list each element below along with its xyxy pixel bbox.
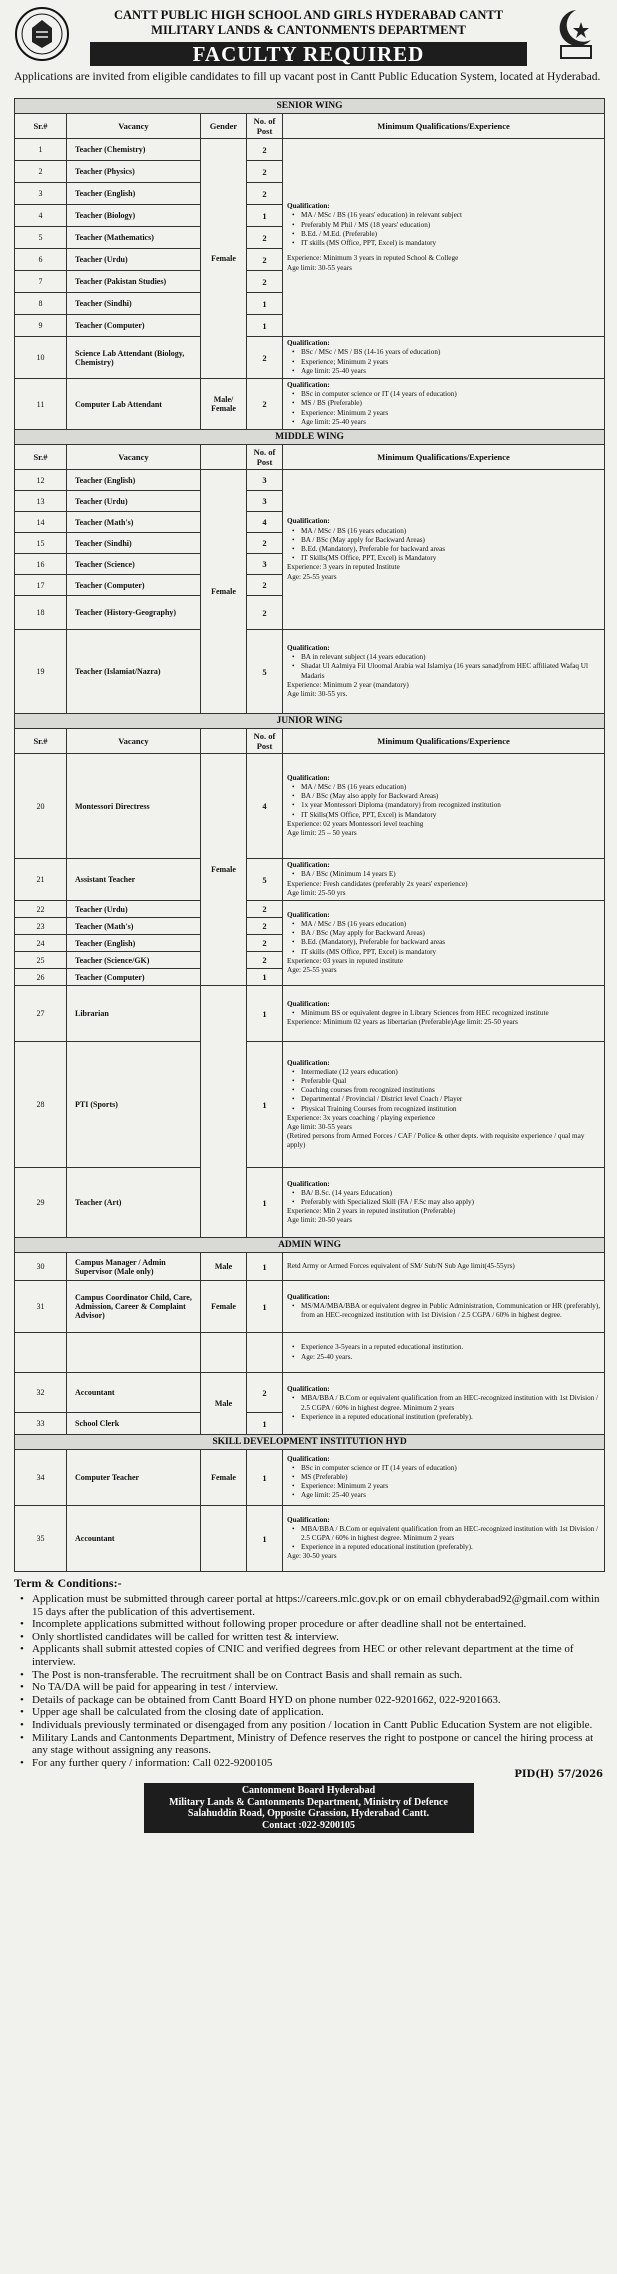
vacancy-title: Assistant Teacher bbox=[67, 859, 201, 901]
qualification-item: • B.Ed. (Mandatory), Preferable for backward areas bbox=[287, 938, 600, 947]
qualification-cell bbox=[283, 630, 605, 714]
qualification-heading: Qualification: bbox=[287, 381, 330, 389]
experience-text: Experience: Minimum 02 years as libertarian (Preferable)Age limit: 25-50 years bbox=[287, 1018, 518, 1027]
qualification-item: • Departmental / Provincial / District level Coach / Player bbox=[287, 1095, 600, 1104]
table-row-sr: 6 bbox=[15, 249, 67, 271]
post-count: 3 bbox=[247, 491, 283, 512]
qualification-cell bbox=[283, 1506, 605, 1572]
gender-cell: Male/ Female bbox=[201, 379, 247, 430]
qualification-item: • BSc / MSc / MS / BS (14-16 years of education) bbox=[287, 348, 600, 357]
table-row-sr: 19 bbox=[15, 630, 67, 714]
term-item: • Applicants shall submit attested copies of CNIC and verified degrees from HEC or other relevant department at the time of interview. bbox=[14, 1643, 603, 1668]
qualification-item: • B.Ed. (Mandatory), Preferable for backward areas bbox=[287, 545, 600, 554]
term-item: • For any further query / information: Call 022-9200105 bbox=[14, 1757, 603, 1770]
vacancy-title: PTI (Sports) bbox=[67, 1042, 201, 1168]
qualification-cell bbox=[283, 1168, 605, 1238]
post-count: 2 bbox=[247, 918, 283, 935]
col-sr: Sr.# bbox=[15, 114, 67, 139]
vacancy-title: School Clerk bbox=[67, 1413, 201, 1435]
qualification-item: • Experience in a reputed educational institution (preferably). bbox=[287, 1413, 600, 1422]
post-count: 1 bbox=[247, 1168, 283, 1238]
qualification-item: • BSc in computer science or IT (14 years of education) bbox=[287, 390, 600, 399]
col-vacancy: Vacancy bbox=[67, 114, 201, 139]
col-qualification: Minimum Qualifications/Experience bbox=[283, 729, 605, 754]
qualification-cell: Retd Army or Armed Forces equivalent of SM/ Sub/N Sub Age limit(45-55yrs) bbox=[283, 1253, 605, 1281]
term-item: • Application must be submitted through career portal at https://careers.mlc.gov.pk or on email cbhyderabad92@gmail.com within 15 days after the publication of this advertisement. bbox=[14, 1593, 603, 1618]
col-sr: Sr.# bbox=[15, 729, 67, 754]
middle-wing-heading: MIDDLE WING bbox=[15, 430, 605, 445]
experience-text: Experience: 02 years Montessori level teaching bbox=[287, 819, 424, 828]
age-limit-text: Age: 30-50 years bbox=[287, 1552, 337, 1561]
qualification-item: • BA/ B.Sc. (14 years Education) bbox=[287, 1189, 600, 1198]
col-vacancy: Vacancy bbox=[67, 445, 201, 470]
qualification-item: • Experience: Minimum 2 years bbox=[287, 409, 600, 418]
qualification-cell bbox=[283, 1281, 605, 1333]
blank-cell bbox=[247, 1333, 283, 1373]
post-count: 1 bbox=[247, 205, 283, 227]
post-count: 4 bbox=[247, 512, 283, 533]
age-limit-text: Age: 25-55 years bbox=[287, 572, 337, 581]
qualification-cell bbox=[283, 337, 605, 379]
qualification-heading: Qualification: bbox=[287, 910, 330, 919]
table-row-sr: 29 bbox=[15, 1168, 67, 1238]
col-sr: Sr.# bbox=[15, 445, 67, 470]
vacancy-title: Teacher (Sindhi) bbox=[67, 533, 201, 554]
post-count: 1 bbox=[247, 1281, 283, 1333]
post-count: 2 bbox=[247, 935, 283, 952]
gender-cell: Female bbox=[201, 754, 247, 986]
post-count: 2 bbox=[247, 901, 283, 918]
post-count: 1 bbox=[247, 1253, 283, 1281]
vacancy-title: Teacher (Biology) bbox=[67, 205, 201, 227]
post-count: 2 bbox=[247, 533, 283, 554]
qualification-item: • Age limit: 25-40 years bbox=[287, 1491, 600, 1500]
term-item: • Upper age shall be calculated from the closing date of application. bbox=[14, 1706, 603, 1719]
gender-cell: Female bbox=[201, 1450, 247, 1506]
qualification-item: • MA / MSc / BS (16 years education) bbox=[287, 920, 600, 929]
vacancy-title: Teacher (Mathematics) bbox=[67, 227, 201, 249]
table-row-sr: 35 bbox=[15, 1506, 67, 1572]
post-count: 2 bbox=[247, 139, 283, 161]
vacancy-title: Montessori Directress bbox=[67, 754, 201, 859]
vacancy-title: Teacher (Urdu) bbox=[67, 901, 201, 918]
vacancy-title: Teacher (Science/GK) bbox=[67, 952, 201, 969]
post-count: 1 bbox=[247, 1450, 283, 1506]
qualification-item: • IT Skills(MS Office, PPT, Excel) is Mandatory bbox=[287, 811, 600, 820]
post-count: 1 bbox=[247, 1506, 283, 1572]
vacancy-title: Teacher (Physics) bbox=[67, 161, 201, 183]
qualification-item: • Age: 25-40 years. bbox=[287, 1353, 600, 1362]
vacancy-table bbox=[14, 98, 605, 1572]
vacancy-title: Teacher (Sindhi) bbox=[67, 293, 201, 315]
qualification-item: • MS (Preferable) bbox=[287, 1473, 600, 1482]
qualification-heading: Qualification: bbox=[287, 517, 330, 526]
age-limit-text: Age limit: 30-55 yrs. bbox=[287, 689, 348, 698]
table-row-sr: 28 bbox=[15, 1042, 67, 1168]
experience-text: Experience: 3x years coaching / playing experience bbox=[287, 1113, 436, 1122]
vacancy-title: Teacher (Math's) bbox=[67, 512, 201, 533]
age-limit-text: Age limit: 25-50 yrs bbox=[287, 888, 346, 897]
vacancy-title: Teacher (Science) bbox=[67, 554, 201, 575]
post-count: 2 bbox=[247, 227, 283, 249]
qualification-heading: Qualification: bbox=[287, 1058, 330, 1067]
vacancy-title: Teacher (Islamiat/Nazra) bbox=[67, 630, 201, 714]
qualification-item: • 1x year Montessori Diploma (mandatory) from recognized institution bbox=[287, 801, 600, 810]
table-row-sr: 2 bbox=[15, 161, 67, 183]
qualification-item: • BA / BSc (May apply for Backward Areas) bbox=[287, 536, 600, 545]
table-row-sr: 24 bbox=[15, 935, 67, 952]
intro-text: Applications are invited from eligible candidates to fill up vacant post in Cantt Public Education System, located at Hyderabad. bbox=[14, 71, 601, 83]
table-row-sr: 10 bbox=[15, 337, 67, 379]
vacancy-title: Teacher (Urdu) bbox=[67, 491, 201, 512]
qualification-item: • Minimum BS or equivalent degree in Library Sciences from HEC recognized institute bbox=[287, 1009, 600, 1018]
age-limit-text: Age limit: 25 – 50 years bbox=[287, 829, 357, 838]
col-posts: No. of Post bbox=[247, 445, 283, 470]
col-gender-empty bbox=[201, 445, 247, 470]
senior-wing-heading: SENIOR WING bbox=[15, 99, 605, 114]
qualification-item: • BA / BSc (May apply for Backward Areas) bbox=[287, 929, 600, 938]
vacancy-title: Teacher (English) bbox=[67, 935, 201, 952]
table-row-sr: 26 bbox=[15, 969, 67, 986]
table-row-sr: 21 bbox=[15, 859, 67, 901]
qualification-item: • IT skills (MS Office, PPT, Excel) is mandatory bbox=[287, 948, 600, 957]
qualification-item: • Coaching courses from recognized institutions bbox=[287, 1086, 600, 1095]
table-row-sr: 5 bbox=[15, 227, 67, 249]
post-count: 3 bbox=[247, 470, 283, 491]
term-item: • No TA/DA will be paid for appearing in test / interview. bbox=[14, 1681, 603, 1694]
qualification-item: • Experience: Minimum 2 years bbox=[287, 1482, 600, 1491]
post-count: 5 bbox=[247, 630, 283, 714]
col-qualification: Minimum Qualifications/Experience bbox=[283, 445, 605, 470]
table-row-sr: 9 bbox=[15, 315, 67, 337]
table-row-sr: 17 bbox=[15, 575, 67, 596]
blank-cell bbox=[67, 1333, 201, 1373]
table-row-sr: 23 bbox=[15, 918, 67, 935]
vacancy-title: Campus Coordinator Child, Care, Admission, Career & Complaint Advisor) bbox=[67, 1281, 201, 1333]
post-count: 1 bbox=[247, 293, 283, 315]
qualification-cell bbox=[283, 986, 605, 1042]
experience-text: Experience: Min 2 years in reputed institution (Preferable) bbox=[287, 1207, 456, 1216]
footer-contact-block bbox=[144, 1783, 474, 1833]
qualification-item: • Preferably with Specialized Skill (FA / F.Sc may also apply) bbox=[287, 1198, 600, 1207]
footer-line-1: Cantonment Board Hyderabad bbox=[241, 1785, 376, 1797]
post-count: 1 bbox=[247, 1413, 283, 1435]
header bbox=[0, 0, 617, 98]
age-limit-text: Age limit: 30-55 years bbox=[287, 1122, 352, 1131]
post-count: 1 bbox=[247, 1042, 283, 1168]
age-limit-text: Age limit: 20-50 years bbox=[287, 1216, 352, 1225]
qualification-item: • Shadat Ul Aalmiya Fil Uloomal Arabia wal Islamiya (16 years sanad)from HEC affiliated Wafaq Ul Madaris bbox=[287, 662, 600, 680]
post-count: 2 bbox=[247, 596, 283, 630]
header-line-2: MILITARY LANDS & CANTONMENTS DEPARTMENT bbox=[151, 23, 466, 37]
qualification-item: • Age limit: 25-40 years bbox=[287, 367, 600, 376]
qualification-item: • Experience 3-5years in a reputed educational institution. bbox=[287, 1343, 600, 1352]
qualification-item: • Preferable Qual bbox=[287, 1077, 600, 1086]
table-row-sr: 16 bbox=[15, 554, 67, 575]
skill-wing-heading: SKILL DEVELOPMENT INSTITUTION HYD bbox=[15, 1435, 605, 1450]
pid-number: PID(H) 57/2026 bbox=[514, 1769, 603, 1781]
table-row-sr: 30 bbox=[15, 1253, 67, 1281]
post-count: 1 bbox=[247, 986, 283, 1042]
header-line-1: CANTT PUBLIC HIGH SCHOOL AND GIRLS HYDERABAD CANTT bbox=[113, 8, 504, 22]
admin-wing-heading: ADMIN WING bbox=[15, 1238, 605, 1253]
qualification-item: • IT Skills(MS Office, PPT, Excel) is Mandatory bbox=[287, 554, 600, 563]
vacancy-title: Science Lab Attendant (Biology, Chemistry) bbox=[67, 337, 201, 379]
gender-cell: Female bbox=[201, 470, 247, 714]
term-item: • Only shortlisted candidates will be called for written test & interview. bbox=[14, 1631, 603, 1644]
age-limit-text: Age limit: 30-55 years bbox=[287, 263, 352, 272]
post-count: 2 bbox=[247, 249, 283, 271]
post-count: 2 bbox=[247, 337, 283, 379]
qualification-item: • Physical Training Courses from recognized institution bbox=[287, 1105, 600, 1114]
vacancy-title: Teacher (Computer) bbox=[67, 575, 201, 596]
qualification-item: • BA / BSc (May also apply for Backward Areas) bbox=[287, 792, 600, 801]
post-count: 2 bbox=[247, 952, 283, 969]
qualification-heading: Qualification: bbox=[287, 1515, 330, 1524]
table-row-sr: 33 bbox=[15, 1413, 67, 1435]
table-row-sr: 12 bbox=[15, 470, 67, 491]
qualification-heading: Qualification: bbox=[287, 643, 330, 652]
table-row-sr: 22 bbox=[15, 901, 67, 918]
gender-cell: Female bbox=[201, 139, 247, 379]
qualification-heading: Qualification: bbox=[287, 861, 330, 870]
post-count: 2 bbox=[247, 1373, 283, 1413]
qualification-cell bbox=[283, 1333, 605, 1373]
table-row-sr: 34 bbox=[15, 1450, 67, 1506]
vacancy-title: Teacher (Urdu) bbox=[67, 249, 201, 271]
qualification-heading: Qualification: bbox=[287, 202, 330, 211]
gender-cell-empty bbox=[201, 986, 247, 1238]
vacancy-title: Teacher (Art) bbox=[67, 1168, 201, 1238]
table-row-sr: 27 bbox=[15, 986, 67, 1042]
qualification-cell bbox=[283, 139, 605, 337]
terms-title: Term & Conditions:- bbox=[14, 1576, 122, 1591]
table-row-sr: 8 bbox=[15, 293, 67, 315]
vacancy-title: Librarian bbox=[67, 986, 201, 1042]
vacancy-title: Accountant bbox=[67, 1373, 201, 1413]
vacancy-title: Teacher (History-Geography) bbox=[67, 596, 201, 630]
term-item: • Military Lands and Cantonments Department, Ministry of Defence reserves the right to postpone or cancel the hiring process at any stage without assigning any reasons. bbox=[14, 1732, 603, 1757]
table-row-sr: 1 bbox=[15, 139, 67, 161]
qualification-item: • MBA/BBA / B.Com or equivalent qualification from an HEC-recognized institution with 1st Division / 2.5 CGPA / 60% in highest degree. Minimum 2 years bbox=[287, 1394, 600, 1412]
vacancy-title: Accountant bbox=[67, 1506, 201, 1572]
post-count: 1 bbox=[247, 315, 283, 337]
note-text: (Retired persons from Armed Forces / CAF / Police & other depts. with requisite experience / qual may apply) bbox=[287, 1132, 585, 1150]
qualification-item: • Age limit: 25-40 years bbox=[287, 418, 600, 427]
qualification-item: • MBA/BBA / B.Com or equivalent qualification from an HEC-recognized institution with 1st Division / 2.5 CGPA / 60% in highest degree. Minimum 2 years bbox=[287, 1525, 600, 1543]
vacancy-title: Campus Manager / Admin Supervisor (Male only) bbox=[67, 1253, 201, 1281]
blank-cell bbox=[201, 1333, 247, 1373]
qualification-item: • Preferably M Phil / MS (18 years' education) bbox=[287, 221, 600, 230]
qualification-item: • MS/MA/MBA/BBA or equivalent degree in Public Administration, Communication or HR (preferably), from an HEC-recognized institution with 1st Division / 2.5 CGPA / 60% in highest degree. bbox=[287, 1302, 600, 1320]
post-count: 2 bbox=[247, 183, 283, 205]
vacancy-title: Computer Teacher bbox=[67, 1450, 201, 1506]
vacancy-title: Teacher (English) bbox=[67, 183, 201, 205]
qualification-heading: Qualification: bbox=[287, 1292, 330, 1301]
qualification-item: • MS / BS (Preferable) bbox=[287, 399, 600, 408]
qualification-item: • B.Ed. / M.Ed. (Preferable) bbox=[287, 230, 600, 239]
qualification-cell bbox=[283, 470, 605, 630]
vacancy-title: Teacher (Computer) bbox=[67, 315, 201, 337]
col-vacancy: Vacancy bbox=[67, 729, 201, 754]
post-count: 2 bbox=[247, 379, 283, 430]
qualification-heading: Qualification: bbox=[287, 1385, 330, 1394]
col-gender-empty bbox=[201, 729, 247, 754]
table-row-sr: 20 bbox=[15, 754, 67, 859]
col-posts: No. of Post bbox=[247, 114, 283, 139]
terms-section bbox=[14, 1576, 603, 1769]
qualification-heading: Qualification: bbox=[287, 773, 330, 782]
qualification-item: • Experience; Minimum 2 years bbox=[287, 358, 600, 367]
age-limit-text: Age: 25-55 years bbox=[287, 966, 337, 975]
post-count: 2 bbox=[247, 161, 283, 183]
term-item: • Incomplete applications submitted without following proper procedure or after deadline shall not be entertained. bbox=[14, 1618, 603, 1631]
experience-text: Experience: 03 years in reputed institute bbox=[287, 956, 403, 965]
post-count: 3 bbox=[247, 554, 283, 575]
experience-text: Experience: Fresh candidates (preferably 2x years' experience) bbox=[287, 879, 468, 888]
table-row-sr: 11 bbox=[15, 379, 67, 430]
table-row-sr: 4 bbox=[15, 205, 67, 227]
qualification-item: • IT skills (MS Office, PPT, Excel) is mandatory bbox=[287, 239, 600, 248]
post-count: 5 bbox=[247, 859, 283, 901]
col-posts: No. of Post bbox=[247, 729, 283, 754]
qualification-cell bbox=[283, 1042, 605, 1168]
faculty-required-banner: FACULTY REQUIRED bbox=[90, 42, 527, 66]
post-count: 2 bbox=[247, 575, 283, 596]
vacancy-title: Teacher (English) bbox=[67, 470, 201, 491]
gender-cell: Male bbox=[201, 1373, 247, 1435]
qualification-cell bbox=[283, 901, 605, 986]
qualification-heading: Qualification: bbox=[287, 1454, 330, 1463]
qualification-item: • Experience in a reputed educational institution (preferably). bbox=[287, 1543, 600, 1552]
footer-line-4: Contact :022-9200105 bbox=[261, 1819, 356, 1831]
vacancy-title: Teacher (Pakistan Studies) bbox=[67, 271, 201, 293]
qualification-cell bbox=[283, 1373, 605, 1435]
term-item: • Individuals previously terminated or disengaged from any position / location in Cantt Public Education System are not eligible. bbox=[14, 1719, 603, 1732]
vacancy-title: Computer Lab Attendant bbox=[67, 379, 201, 430]
vacancy-title: Teacher (Computer) bbox=[67, 969, 201, 986]
gender-cell: Male bbox=[201, 1253, 247, 1281]
vacancy-title: Teacher (Chemistry) bbox=[67, 139, 201, 161]
footer-line-2: Military Lands & Cantonments Department, Ministry of Defence bbox=[169, 1796, 448, 1808]
post-count: 2 bbox=[247, 271, 283, 293]
qualification-item: • MA / MSc / BS (16 years' education) in relevant subject bbox=[287, 211, 600, 220]
term-item: • Details of package can be obtained from Cantt Board HYD on phone number 022-9201662, 022-9201663. bbox=[14, 1694, 603, 1707]
table-row-sr: 31 bbox=[15, 1281, 67, 1333]
qualification-item: • BA / BSc (Minimum 14 years E) bbox=[287, 870, 600, 879]
term-item: • The Post is non-transferable. The recruitment shall be on Contract Basis and shall remain as such. bbox=[14, 1669, 603, 1682]
table-row-sr: 7 bbox=[15, 271, 67, 293]
blank-cell bbox=[15, 1333, 67, 1373]
table-row-sr: 14 bbox=[15, 512, 67, 533]
junior-wing-heading: JUNIOR WING bbox=[15, 714, 605, 729]
footer-line-3: Salahuddin Road, Opposite Grassion, Hyderabad Cantt. bbox=[187, 1808, 430, 1820]
qualification-item: • BSc in computer science or IT (14 years of education) bbox=[287, 1464, 600, 1473]
table-row-sr: 25 bbox=[15, 952, 67, 969]
gender-cell-empty bbox=[201, 1506, 247, 1572]
table-row-sr: 13 bbox=[15, 491, 67, 512]
experience-text: Experience: Minimum 2 year (mandatory) bbox=[287, 680, 409, 689]
qualification-cell bbox=[283, 754, 605, 859]
qualification-heading: Qualification: bbox=[287, 1179, 330, 1188]
vacancy-title: Teacher (Math's) bbox=[67, 918, 201, 935]
gender-cell: Female bbox=[201, 1281, 247, 1333]
qualification-heading: Qualification: bbox=[287, 999, 330, 1008]
qualification-cell bbox=[283, 1450, 605, 1506]
qualification-heading: Qualification: bbox=[287, 339, 330, 348]
qualification-item: • MA / MSc / BS (16 years education) bbox=[287, 783, 600, 792]
qualification-item: • BA in relevant subject (14 years education) bbox=[287, 653, 600, 662]
col-gender: Gender bbox=[201, 114, 247, 139]
experience-text: Experience: 3 years in reputed Institute bbox=[287, 563, 400, 572]
post-count: 1 bbox=[247, 969, 283, 986]
table-row-sr: 15 bbox=[15, 533, 67, 554]
table-row-sr: 18 bbox=[15, 596, 67, 630]
col-qualification: Minimum Qualifications/Experience bbox=[283, 114, 605, 139]
qualification-cell bbox=[283, 859, 605, 901]
table-row-sr: 32 bbox=[15, 1373, 67, 1413]
qualification-item: • Intermediate (12 years education) bbox=[287, 1068, 600, 1077]
table-row-sr: 3 bbox=[15, 183, 67, 205]
qualification-item: • MA / MSc / BS (16 years education) bbox=[287, 527, 600, 536]
qualification-cell bbox=[283, 379, 605, 430]
experience-text: Experience: Minimum 3 years in reputed School & College bbox=[287, 254, 459, 263]
post-count: 4 bbox=[247, 754, 283, 859]
